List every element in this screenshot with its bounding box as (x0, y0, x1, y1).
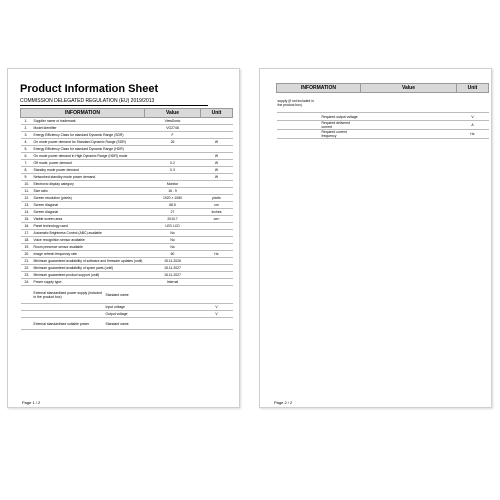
row-unit (201, 223, 233, 230)
row-information: Screen resolution (pixels) (33, 195, 145, 202)
row-sub-information: Standard name (105, 286, 145, 304)
row-value (361, 121, 457, 130)
row-unit (201, 272, 233, 279)
row-value: Monitor (145, 181, 201, 188)
row-number: 12. (21, 195, 33, 202)
row-value (145, 318, 201, 330)
document-title: Product Information Sheet (20, 83, 159, 95)
table-row (21, 167, 233, 174)
row-information: Power supply type: (33, 279, 145, 286)
row-unit (201, 230, 233, 237)
row-number: 17. (21, 230, 33, 237)
row-information: Energy Efficiency Class for standard Dynamic Range (HDR) (33, 146, 145, 153)
row-sub-information: Required current frequency (321, 130, 361, 139)
row-information (277, 130, 321, 139)
row-unit: V (457, 113, 489, 121)
table-row (21, 304, 233, 311)
row-unit (201, 132, 233, 139)
row-number: 8. (21, 167, 33, 174)
table-row (21, 181, 233, 188)
row-value: 68.5 (145, 202, 201, 209)
header-unit: Unit (457, 84, 489, 93)
table-row (21, 223, 233, 230)
table-row (277, 113, 489, 121)
product-info-body (21, 118, 233, 330)
row-unit (201, 318, 233, 330)
row-unit (201, 146, 233, 153)
header-information: INFORMATION (277, 84, 361, 93)
row-information: Minimum guaranteed product support (until) (33, 272, 145, 279)
row-number: 22. (21, 265, 33, 272)
row-value: 0.2 (145, 160, 201, 167)
row-number: 13. (21, 202, 33, 209)
row-number: 21. (21, 258, 33, 265)
row-unit: Hz (457, 130, 489, 139)
table-row (21, 174, 233, 181)
row-information: Screen diagonal (33, 209, 145, 216)
row-value (361, 93, 457, 113)
row-sub-information (321, 93, 361, 113)
row-information (33, 304, 105, 311)
row-information: Screen diagonal (33, 202, 145, 209)
table-row (21, 188, 233, 195)
row-value: ViewSonic (145, 118, 201, 125)
table-row (21, 195, 233, 202)
table-row (21, 311, 233, 318)
row-information: Room presence sensor available (33, 244, 145, 251)
row-number: 15. (21, 216, 33, 223)
row-number: 6. (21, 153, 33, 160)
page-number: Page 2 / 2 (274, 400, 293, 405)
row-value (145, 174, 201, 181)
table-row (21, 258, 233, 265)
row-information: On mode power demand for Standard Dynamic Range (SDR) (33, 139, 145, 146)
table-row (21, 265, 233, 272)
row-unit (201, 188, 233, 195)
row-value (145, 153, 201, 160)
row-value: 15.11.2026 (145, 258, 201, 265)
row-number: 18. (21, 237, 33, 244)
row-information (277, 121, 321, 130)
page-number: Page 1 / 2 (22, 400, 41, 405)
table-header-row (277, 84, 489, 93)
row-unit: cm (201, 202, 233, 209)
row-unit: inches (201, 209, 233, 216)
row-value: LED LCD (145, 223, 201, 230)
row-value: 15.11.2027 (145, 265, 201, 272)
header-value: Value (145, 109, 201, 118)
row-information: External standardised power supply (included in the product box) (33, 286, 105, 304)
row-unit: W (201, 160, 233, 167)
row-number: 3. (21, 132, 33, 139)
row-value: 26 (145, 139, 201, 146)
row-value (145, 146, 201, 153)
row-number: 23. (21, 272, 33, 279)
row-information: Off mode, power demand (33, 160, 145, 167)
row-value: 1920 × 1080 (145, 195, 201, 202)
row-sub-information: Output voltage (105, 311, 145, 318)
row-value: 16 : 9 (145, 188, 201, 195)
row-number: 20. (21, 251, 33, 258)
document-page-1 (7, 68, 240, 408)
row-number: 14. (21, 209, 33, 216)
row-information: Supplier name or trademark (33, 118, 145, 125)
table-row (21, 132, 233, 139)
row-value: No (145, 244, 201, 251)
table-row (21, 216, 233, 223)
row-unit: W (201, 139, 233, 146)
row-information (33, 311, 105, 318)
row-value (361, 130, 457, 139)
row-number: 11. (21, 188, 33, 195)
row-value: 15.11.2027 (145, 272, 201, 279)
subtitle-rule (20, 105, 208, 106)
table-row (21, 318, 233, 330)
row-sub-information: Standard name (105, 318, 145, 330)
row-value: 2010.7 (145, 216, 201, 223)
row-unit: W (201, 174, 233, 181)
row-number: 1. (21, 118, 33, 125)
row-unit (201, 265, 233, 272)
table-row (21, 286, 233, 304)
row-sub-information: Required output voltage (321, 113, 361, 121)
row-unit (201, 181, 233, 188)
header-unit: Unit (201, 109, 233, 118)
row-information: Energy Efficiency Class for standard Dynamic Range (SDR) (33, 132, 145, 139)
row-number: 10. (21, 181, 33, 188)
row-unit (201, 258, 233, 265)
row-unit (201, 118, 233, 125)
row-value (361, 113, 457, 121)
row-information: Size ratio (33, 188, 145, 195)
table-row (277, 121, 489, 130)
row-unit: Hz (201, 251, 233, 258)
product-info-table-continued (276, 83, 489, 139)
row-information: Panel technology used (33, 223, 145, 230)
row-information: Visible screen area (33, 216, 145, 223)
row-value: Internal (145, 279, 201, 286)
table-row (21, 202, 233, 209)
table-header-row (21, 109, 233, 118)
table-row (21, 230, 233, 237)
row-number: 16. (21, 223, 33, 230)
table-row (21, 139, 233, 146)
row-information: Standby mode power demand (33, 167, 145, 174)
row-value: 60 (145, 251, 201, 258)
row-unit (457, 93, 489, 113)
row-unit (201, 279, 233, 286)
row-information: Minimum guaranteed availability of software and firmware updates (until) (33, 258, 145, 265)
header-information: INFORMATION (21, 109, 145, 118)
row-value: VG2748 (145, 125, 201, 132)
row-information: External standardised suitable power (33, 318, 105, 330)
row-information: Automatic Brightness Control (ABC) available (33, 230, 145, 237)
product-info-table (20, 108, 233, 330)
row-unit: V (201, 304, 233, 311)
row-information: Voice recognition sensor available (33, 237, 145, 244)
row-information: Image refresh frequency rate (33, 251, 145, 258)
row-number: 24. (21, 279, 33, 286)
row-spacer (21, 311, 33, 318)
row-unit: A (457, 121, 489, 130)
row-value (145, 286, 201, 304)
row-unit (201, 125, 233, 132)
document-page-2 (259, 68, 492, 408)
row-value: No (145, 237, 201, 244)
regulation-subtitle: COMMISSION DELEGATED REGULATION (EU) 2019/2013 (20, 98, 155, 104)
row-value: F (145, 132, 201, 139)
table-row (21, 272, 233, 279)
row-information: On mode power demand in High Dynamic Range (HDR) mode (33, 153, 145, 160)
table-row (277, 93, 489, 113)
row-number: 7. (21, 160, 33, 167)
row-information: supply (if not included in the product box) (277, 93, 321, 113)
row-value: 27 (145, 209, 201, 216)
row-unit: V (201, 311, 233, 318)
table-row (21, 118, 233, 125)
row-value (145, 311, 201, 318)
row-number: 19. (21, 244, 33, 251)
row-information: Minimum guaranteed availability of spare parts (until) (33, 265, 145, 272)
row-value: No (145, 230, 201, 237)
row-number: 2. (21, 125, 33, 132)
table-row (21, 251, 233, 258)
table-row (21, 279, 233, 286)
row-spacer (21, 286, 33, 304)
row-information (277, 113, 321, 121)
row-information: Electronic display category (33, 181, 145, 188)
row-unit: pixels (201, 195, 233, 202)
row-unit: W (201, 153, 233, 160)
row-sub-information: Input voltage (105, 304, 145, 311)
row-spacer (21, 318, 33, 330)
row-unit (201, 237, 233, 244)
table-row (21, 237, 233, 244)
product-info-body-continued (277, 93, 489, 139)
row-value: 0.3 (145, 167, 201, 174)
row-sub-information: Required delivered current (321, 121, 361, 130)
table-row (277, 130, 489, 139)
header-value: Value (361, 84, 457, 93)
table-row (21, 244, 233, 251)
row-number: 4. (21, 139, 33, 146)
table-row (21, 125, 233, 132)
row-unit (201, 286, 233, 304)
table-row (21, 160, 233, 167)
table-row (21, 146, 233, 153)
row-unit (201, 244, 233, 251)
row-spacer (21, 304, 33, 311)
row-unit: W (201, 167, 233, 174)
row-number: 5. (21, 146, 33, 153)
table-row (21, 209, 233, 216)
row-number: 9. (21, 174, 33, 181)
row-value (145, 304, 201, 311)
row-information: Model identifier (33, 125, 145, 132)
row-unit: cm² (201, 216, 233, 223)
table-row (21, 153, 233, 160)
row-information: Networked standby mode power demand (33, 174, 145, 181)
